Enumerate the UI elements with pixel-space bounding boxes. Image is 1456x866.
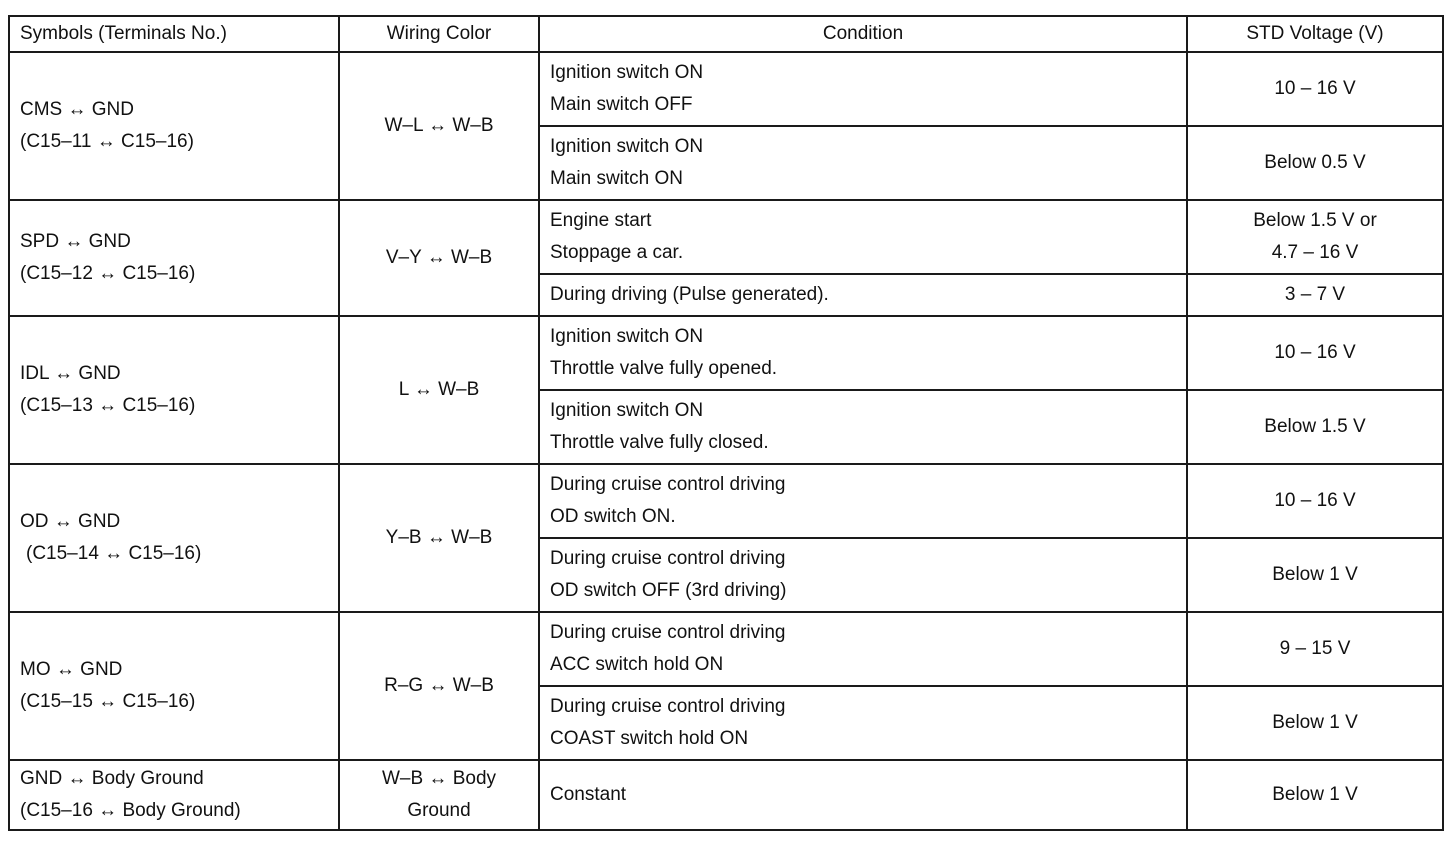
- condition-line: Main switch OFF: [550, 94, 693, 115]
- voltage-cell: Below 1 V: [1187, 686, 1443, 760]
- condition-line: OD switch OFF (3rd driving): [550, 580, 787, 601]
- voltage-cell: Below 0.5 V: [1187, 126, 1443, 200]
- condition-line: Ignition switch ON: [550, 400, 704, 421]
- condition-cell: [539, 390, 1187, 464]
- condition-line: ACC switch hold ON: [550, 654, 724, 675]
- condition-cell: [539, 464, 1187, 538]
- terminal-numbers: (C15–12 ↔ C15–16): [20, 263, 196, 284]
- condition-line: During cruise control driving: [550, 696, 786, 717]
- header-wiring-color: Wiring Color: [339, 16, 539, 52]
- wiring-color-cell: Y–B ↔ W–B: [339, 464, 539, 612]
- terminal-numbers: (C15–14 ↔ C15–16): [26, 543, 202, 564]
- voltage-line: Below 1.5 V or: [1253, 210, 1377, 231]
- header-std-voltage: STD Voltage (V): [1187, 16, 1443, 52]
- wiring-color-cell: [339, 760, 539, 830]
- condition-cell: Constant: [539, 760, 1187, 830]
- voltage-cell: Below 1 V: [1187, 538, 1443, 612]
- wiring-color-cell: V–Y ↔ W–B: [339, 200, 539, 316]
- table-row: [9, 760, 1443, 830]
- terminal-numbers: (C15–13 ↔ C15–16): [20, 395, 196, 416]
- wiring-color-cell: W–L ↔ W–B: [339, 52, 539, 200]
- voltage-cell: 10 – 16 V: [1187, 316, 1443, 390]
- condition-line: OD switch ON.: [550, 506, 676, 527]
- symbol-name: GND ↔ Body Ground: [20, 768, 204, 789]
- header-row: [9, 16, 1443, 52]
- wiring-color-cell: L ↔ W–B: [339, 316, 539, 464]
- condition-line: Throttle valve fully opened.: [550, 358, 778, 379]
- condition-cell: [539, 538, 1187, 612]
- wiring-color-cell: R–G ↔ W–B: [339, 612, 539, 760]
- condition-line: Ignition switch ON: [550, 62, 704, 83]
- symbol-name: OD ↔ GND: [20, 511, 121, 532]
- symbol-name: IDL ↔ GND: [20, 363, 121, 384]
- condition-cell: [539, 200, 1187, 274]
- condition-line: Stoppage a car.: [550, 242, 684, 263]
- table-row: [9, 464, 1443, 538]
- table-row: [9, 612, 1443, 686]
- condition-line: Engine start: [550, 210, 652, 231]
- condition-cell: [539, 612, 1187, 686]
- voltage-line: 4.7 – 16 V: [1271, 242, 1359, 263]
- voltage-cell: 9 – 15 V: [1187, 612, 1443, 686]
- table-row: [9, 200, 1443, 274]
- condition-cell: [539, 126, 1187, 200]
- table-row: [9, 316, 1443, 390]
- table-row: [9, 52, 1443, 126]
- symbol-cell: [9, 760, 339, 830]
- symbol-cell: [9, 316, 339, 464]
- terminal-numbers: (C15–11 ↔ C15–16): [20, 131, 194, 152]
- voltage-cell: 10 – 16 V: [1187, 52, 1443, 126]
- condition-line: During cruise control driving: [550, 622, 786, 643]
- symbol-name: CMS ↔ GND: [20, 99, 134, 120]
- symbol-name: SPD ↔ GND: [20, 231, 131, 252]
- condition-cell: [539, 686, 1187, 760]
- voltage-cell: [1187, 200, 1443, 274]
- wiring-line: Ground: [407, 800, 471, 821]
- symbol-cell: [9, 52, 339, 200]
- header-condition: Condition: [539, 16, 1187, 52]
- condition-line: During cruise control driving: [550, 548, 786, 569]
- condition-cell: [539, 52, 1187, 126]
- terminal-numbers: (C15–15 ↔ C15–16): [20, 691, 196, 712]
- condition-line: Throttle valve fully closed.: [550, 432, 769, 453]
- symbol-cell: [9, 464, 339, 612]
- terminal-numbers: (C15–16 ↔ Body Ground): [20, 800, 241, 821]
- condition-cell: During driving (Pulse generated).: [539, 274, 1187, 316]
- voltage-cell: Below 1.5 V: [1187, 390, 1443, 464]
- wiring-line: W–B ↔ Body: [381, 768, 497, 789]
- condition-line: COAST switch hold ON: [550, 728, 749, 749]
- voltage-cell: 3 – 7 V: [1187, 274, 1443, 316]
- voltage-cell: Below 1 V: [1187, 760, 1443, 830]
- condition-line: Ignition switch ON: [550, 136, 704, 157]
- condition-line: During cruise control driving: [550, 474, 786, 495]
- condition-line: Ignition switch ON: [550, 326, 704, 347]
- header-symbols: Symbols (Terminals No.): [9, 16, 339, 52]
- symbol-cell: [9, 612, 339, 760]
- condition-cell: [539, 316, 1187, 390]
- terminal-voltage-table: [8, 15, 1444, 831]
- symbol-name: MO ↔ GND: [20, 659, 123, 680]
- symbol-cell: [9, 200, 339, 316]
- voltage-cell: 10 – 16 V: [1187, 464, 1443, 538]
- condition-line: Main switch ON: [550, 168, 684, 189]
